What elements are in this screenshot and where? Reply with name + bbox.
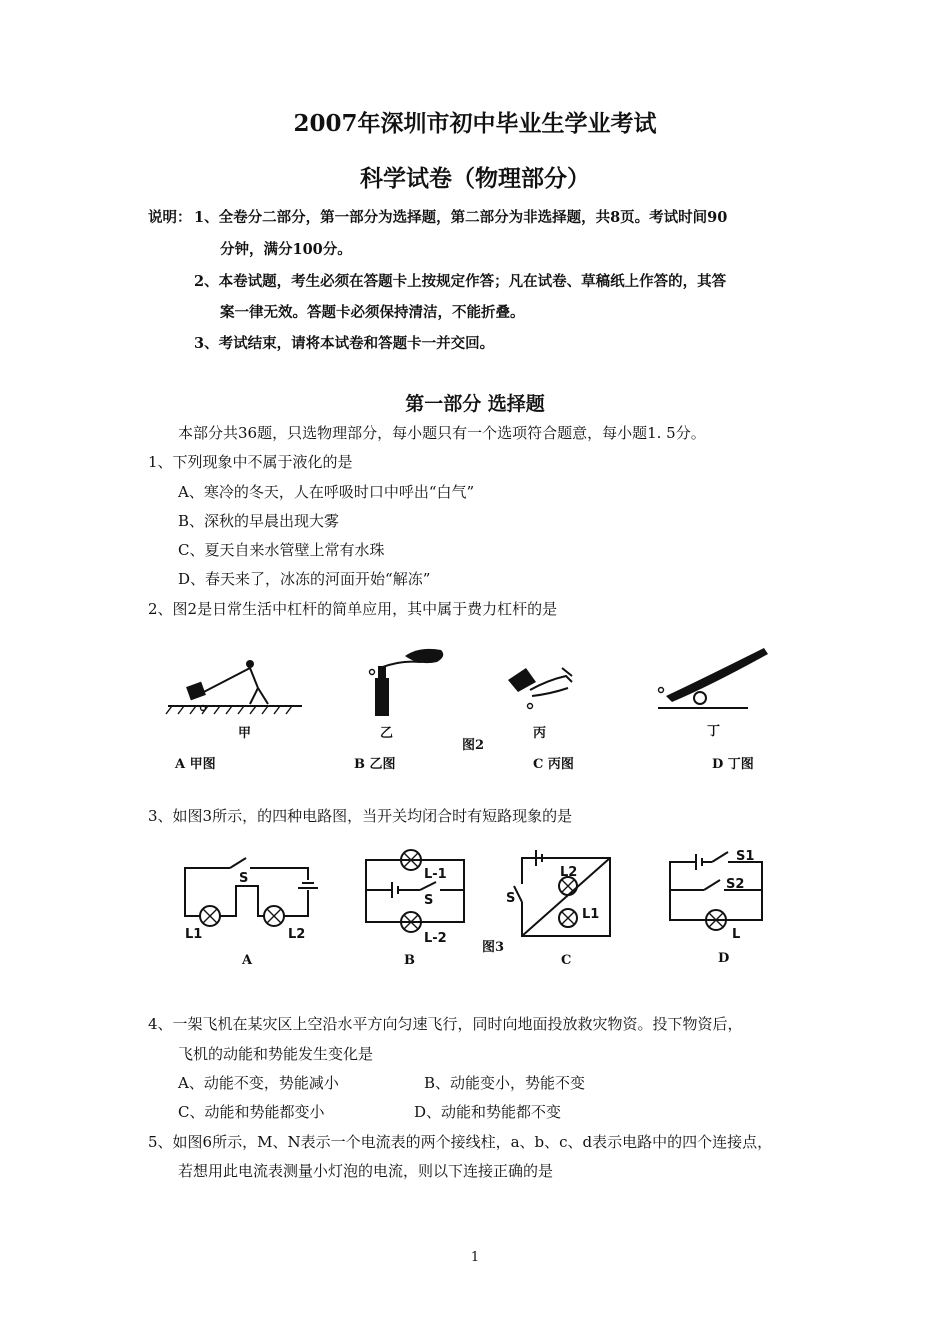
label-s: S — [506, 891, 516, 906]
q4-stem-line1: 4、一架飞机在某灾区上空沿水平方向匀速飞行，同时向地面投放救灾物资。投下物资后， — [148, 1015, 743, 1033]
q1-option-a: A、寒冷的冬天，人在呼吸时口中呼出“白气” — [178, 483, 475, 501]
page-number: 1 — [470, 1250, 480, 1265]
section-heading: 第一部分 选择题 — [405, 393, 545, 415]
label-s1: S1 — [736, 849, 755, 864]
q2-option-b: B 乙图 — [354, 757, 396, 772]
label-l2: L2 — [560, 865, 578, 880]
label-l2: L2 — [288, 927, 306, 942]
label-l1: L1 — [185, 927, 203, 942]
circuit-b — [366, 850, 464, 946]
circuit-label-a: A — [242, 953, 253, 968]
circuit-label-c: C — [561, 953, 572, 968]
label-l-2: L-2 — [424, 931, 447, 946]
figure-label-jia: 甲 — [238, 726, 252, 741]
instructions-prefix: 说明： — [148, 209, 192, 226]
figure-caption-3: 图3 — [482, 940, 505, 955]
figure-label-yi: 乙 — [380, 726, 394, 741]
q4-option-d: D、动能和势能都不变 — [414, 1103, 562, 1121]
label-s: S — [239, 871, 249, 886]
instruction-line: 1、全卷分二部分，第一部分为选择题，第二部分为非选择题，共8页。考试时间90 — [194, 209, 728, 226]
q5-stem-line1: 5、如图6所示，M、N表示一个电流表的两个接线柱，a、b、c、d表示电路中的四个连接点， — [148, 1133, 773, 1151]
q3-stem: 3、如图3所示，的四种电路图，当开关均闭合时有短路现象的是 — [148, 807, 573, 825]
q1-option-b: B、深秋的早晨出现大雾 — [178, 512, 340, 530]
q4-stem-line2: 飞机的动能和势能发生变化是 — [178, 1045, 374, 1063]
label-l1: L1 — [582, 907, 600, 922]
circuit-d — [670, 849, 762, 942]
q1-option-c: C、夏天自来水管壁上常有水珠 — [178, 541, 385, 559]
q4-option-b: B、动能变小，势能不变 — [424, 1074, 586, 1092]
q4-option-a: A、动能不变，势能减小 — [178, 1074, 339, 1092]
instruction-line: 2、本卷试题，考生必须在答题卡上按规定作答；凡在试卷、草稿纸上作答的，其答 — [194, 273, 727, 290]
instruction-line: 3、考试结束，请将本试卷和答题卡一并交回。 — [194, 335, 495, 352]
label-s2: S2 — [726, 877, 745, 892]
page-subtitle: 科学试卷（物理部分） — [360, 165, 590, 192]
q2-option-c: C 丙图 — [533, 757, 574, 772]
page-title: 2007年深圳市初中毕业生学业考试 — [293, 110, 657, 137]
q2-option-a: A 甲图 — [175, 757, 216, 772]
circuit-c — [506, 850, 610, 936]
figure-label-ding: 丁 — [707, 724, 721, 739]
instruction-line: 案一律无效。答题卡必须保持清洁，不能折叠。 — [220, 304, 525, 321]
q1-stem: 1、下列现象中不属于液化的是 — [148, 453, 353, 471]
figure-caption-2: 图2 — [462, 738, 485, 753]
circuit-a — [185, 858, 318, 942]
figure-label-bing: 丙 — [533, 726, 547, 741]
circuit-label-b: B — [404, 953, 415, 968]
section-intro: 本部分共36题，只选物理部分，每小题只有一个选项符合题意，每小题1. 5分。 — [178, 424, 706, 442]
q4-option-c: C、动能和势能都变小 — [178, 1103, 325, 1121]
label-s: S — [424, 893, 434, 908]
label-l: L — [732, 927, 741, 942]
q1-option-d: D、春天来了，冰冻的河面开始“解冻” — [178, 570, 431, 588]
q2-stem: 2、图2是日常生活中杠杆的简单应用，其中属于费力杠杆的是 — [148, 600, 558, 618]
q2-option-d: D 丁图 — [712, 757, 754, 772]
circuit-label-d: D — [718, 951, 730, 966]
instruction-line: 分钟，满分100分。 — [220, 241, 352, 258]
q5-stem-line2: 若想用此电流表测量小灯泡的电流，则以下连接正确的是 — [178, 1162, 554, 1180]
label-l-1: L-1 — [424, 867, 447, 882]
